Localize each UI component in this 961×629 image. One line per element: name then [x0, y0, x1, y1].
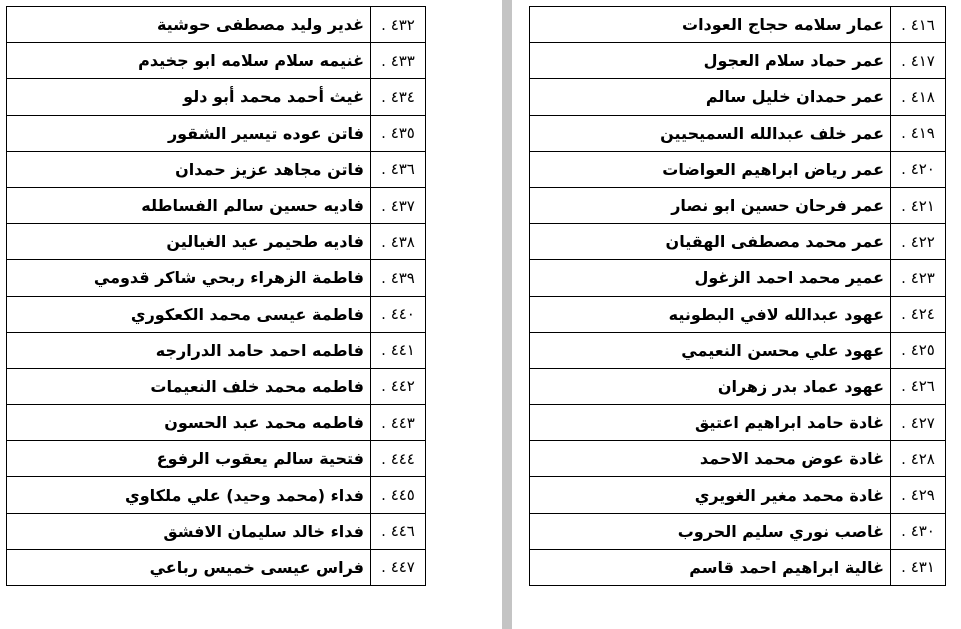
table-row: [530, 477, 946, 513]
row-number: ٤٢٤ .: [891, 296, 946, 332]
table-row: [7, 151, 426, 187]
person-name: فاطمة الزهراء ربحي شاكر قدومي: [7, 260, 371, 296]
person-name: عمر حماد سلام العجول: [530, 43, 891, 79]
person-name: عمر حمدان خليل سالم: [530, 79, 891, 115]
table-row: [7, 405, 426, 441]
row-number: ٤٤٤ .: [371, 441, 426, 477]
row-number: ٤٣٢ .: [371, 7, 426, 43]
person-name: فاديه طحيمر عيد الغيالين: [7, 224, 371, 260]
table-row: [530, 187, 946, 223]
person-name: فاطمه محمد خلف النعيمات: [7, 368, 371, 404]
row-number: ٤٣٧ .: [371, 187, 426, 223]
table-row: [530, 405, 946, 441]
table-row: [530, 151, 946, 187]
person-name: فتحية سالم يعقوب الرفوع: [7, 441, 371, 477]
row-number: ٤٣٣ .: [371, 43, 426, 79]
person-name: عمر رياض ابراهيم العواضات: [530, 151, 891, 187]
person-name: غادة عوض محمد الاحمد: [530, 441, 891, 477]
table-row: [530, 260, 946, 296]
row-number: ٤٤١ .: [371, 332, 426, 368]
table-row: [530, 332, 946, 368]
person-name: فاتن مجاهد عزيز حمدان: [7, 151, 371, 187]
row-number: ٤٣١ .: [891, 549, 946, 585]
person-name: عهود علي محسن النعيمي: [530, 332, 891, 368]
table-row: [7, 332, 426, 368]
table-row: [7, 368, 426, 404]
person-name: غالية ابراهيم احمد قاسم: [530, 549, 891, 585]
person-name: غيث أحمد محمد أبو دلو: [7, 79, 371, 115]
person-name: عمر خلف عبدالله السميحيين: [530, 115, 891, 151]
table-row: [7, 477, 426, 513]
left-name-table: [6, 6, 426, 586]
row-number: ٤١٦ .: [891, 7, 946, 43]
row-number: ٤٣٤ .: [371, 79, 426, 115]
person-name: فاديه حسين سالم الفساطله: [7, 187, 371, 223]
table-row: [7, 187, 426, 223]
row-number: ٤٤٢ .: [371, 368, 426, 404]
person-name: عمر محمد مصطفى الهقيان: [530, 224, 891, 260]
table-row: [7, 513, 426, 549]
table-row: [7, 549, 426, 585]
row-number: ٤٣٥ .: [371, 115, 426, 151]
row-number: ٤٤٥ .: [371, 477, 426, 513]
right-name-table: [529, 6, 946, 586]
table-row: [530, 79, 946, 115]
table-row: [7, 79, 426, 115]
table-row: [530, 115, 946, 151]
row-number: ٤٤٦ .: [371, 513, 426, 549]
person-name: عمير محمد احمد الزغول: [530, 260, 891, 296]
person-name: غدير وليد مصطفى حوشية: [7, 7, 371, 43]
table-row: [7, 7, 426, 43]
row-number: ٤١٨ .: [891, 79, 946, 115]
person-name: غاصب نوري سليم الحروب: [530, 513, 891, 549]
row-number: ٤٢٨ .: [891, 441, 946, 477]
table-row: [7, 296, 426, 332]
table-row: [530, 513, 946, 549]
row-number: ٤٤٧ .: [371, 549, 426, 585]
row-number: ٤٣٦ .: [371, 151, 426, 187]
row-number: ٤٤٣ .: [371, 405, 426, 441]
person-name: فاتن عوده تيسير الشقور: [7, 115, 371, 151]
person-name: عمار سلامه حجاج العودات: [530, 7, 891, 43]
table-row: [530, 296, 946, 332]
row-number: ٤٢٥ .: [891, 332, 946, 368]
table-row: [530, 441, 946, 477]
person-name: فاطمه احمد حامد الدرارجه: [7, 332, 371, 368]
row-number: ٤٢١ .: [891, 187, 946, 223]
row-number: ٤٣٨ .: [371, 224, 426, 260]
row-number: ٤٢٣ .: [891, 260, 946, 296]
table-row: [7, 441, 426, 477]
row-number: ٤١٩ .: [891, 115, 946, 151]
table-row: [530, 224, 946, 260]
person-name: عهود عبدالله لافي البطونيه: [530, 296, 891, 332]
right-table-body: [530, 7, 946, 586]
row-number: ٤٣٠ .: [891, 513, 946, 549]
table-row: [7, 115, 426, 151]
row-number: ٤٢٩ .: [891, 477, 946, 513]
row-number: ٤٢٦ .: [891, 368, 946, 404]
table-row: [530, 549, 946, 585]
page-divider: [502, 0, 512, 629]
table-row: [7, 260, 426, 296]
row-number: ٤٢٢ .: [891, 224, 946, 260]
person-name: غادة محمد مغير الغويري: [530, 477, 891, 513]
person-name: فراس عيسى خميس رباعي: [7, 549, 371, 585]
person-name: فاطمه محمد عبد الحسون: [7, 405, 371, 441]
person-name: فداء (محمد وحيد) علي ملكاوي: [7, 477, 371, 513]
person-name: عهود عماد بدر زهران: [530, 368, 891, 404]
row-number: ٤٤٠ .: [371, 296, 426, 332]
person-name: غنيمه سلام سلامه ابو جخيدم: [7, 43, 371, 79]
table-row: [530, 7, 946, 43]
row-number: ٤٢٠ .: [891, 151, 946, 187]
row-number: ٤١٧ .: [891, 43, 946, 79]
person-name: غادة حامد ابراهيم اعتيق: [530, 405, 891, 441]
left-table-body: [7, 7, 426, 586]
table-row: [7, 224, 426, 260]
person-name: فاطمة عيسى محمد الكعكوري: [7, 296, 371, 332]
row-number: ٤٢٧ .: [891, 405, 946, 441]
person-name: فداء خالد سليمان الافشق: [7, 513, 371, 549]
row-number: ٤٣٩ .: [371, 260, 426, 296]
table-row: [530, 43, 946, 79]
person-name: عمر فرحان حسين ابو نصار: [530, 187, 891, 223]
table-row: [530, 368, 946, 404]
table-row: [7, 43, 426, 79]
